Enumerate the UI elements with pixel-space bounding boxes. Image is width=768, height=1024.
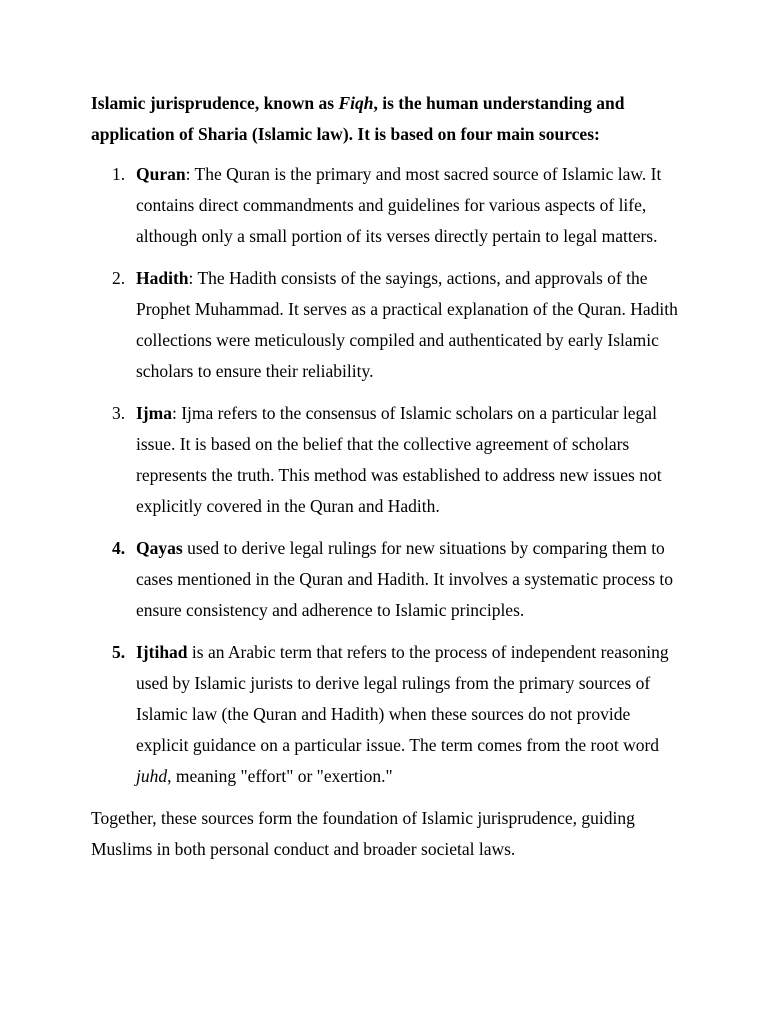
list-number: 1. [112,164,126,184]
item-text: : The Hadith consists of the sayings, actions, and approvals of the Prophet Muhammad. It serves as a practical explanation of the Quran. Hadith collections were meticulously compiled and authenticated by early Islamic scholars to ensure their reliability. [136,268,678,381]
item-text: : The Quran is the primary and most sacred source of Islamic law. It contains direct commandments and guidelines for various aspects of life, although only a small portion of its verses directly pertain to legal matters. [136,164,662,246]
list-item-quran [91,159,678,252]
list-number: 5. [112,642,126,662]
list-number: 4. [112,538,126,558]
sources-list [91,159,678,792]
list-item-ijtihad [91,637,678,792]
term-qayas: Qayas [136,538,183,558]
list-item-qayas [91,533,678,626]
list-number: 2. [112,268,126,288]
term-juhd: juhd [136,766,168,786]
intro-term-fiqh: Fiqh [338,93,374,113]
term-quran: Quran [136,164,186,184]
list-item-ijma [91,398,678,522]
list-item-hadith [91,263,678,387]
intro-text-start: Islamic jurisprudence, known as [91,93,339,113]
item-text: is an Arabic term that refers to the process of independent reasoning used by Islamic jurists to derive legal rulings from the primary sources of Islamic law (the Quran and Hadith) when these sources do not provide explicit guidance on a particular issue. The term comes from the root word [136,642,669,755]
intro-paragraph [91,88,678,150]
item-text-tail: , meaning "effort" or "exertion." [167,766,393,786]
intro-text-end: , is the human understanding and application of Sharia (Islamic law). It is based on four main sources: [91,93,625,144]
term-hadith: Hadith [136,268,189,288]
item-text: : Ijma refers to the consensus of Islamic scholars on a particular legal issue. It is based on the belief that the collective agreement of scholars represents the truth. This method was established to address new issues not explicitly covered in the Quran and Hadith. [136,403,662,516]
list-number: 3. [112,403,126,423]
item-text: used to derive legal rulings for new situations by comparing them to cases mentioned in the Quran and Hadith. It involves a systematic process to ensure consistency and adherence to Islamic principles. [136,538,674,620]
term-ijtihad: Ijtihad [136,642,188,662]
term-ijma: Ijma [136,403,172,423]
closing-paragraph: Together, these sources form the foundation of Islamic jurisprudence, guiding Muslims in both personal conduct and broader societal laws. [91,808,635,859]
